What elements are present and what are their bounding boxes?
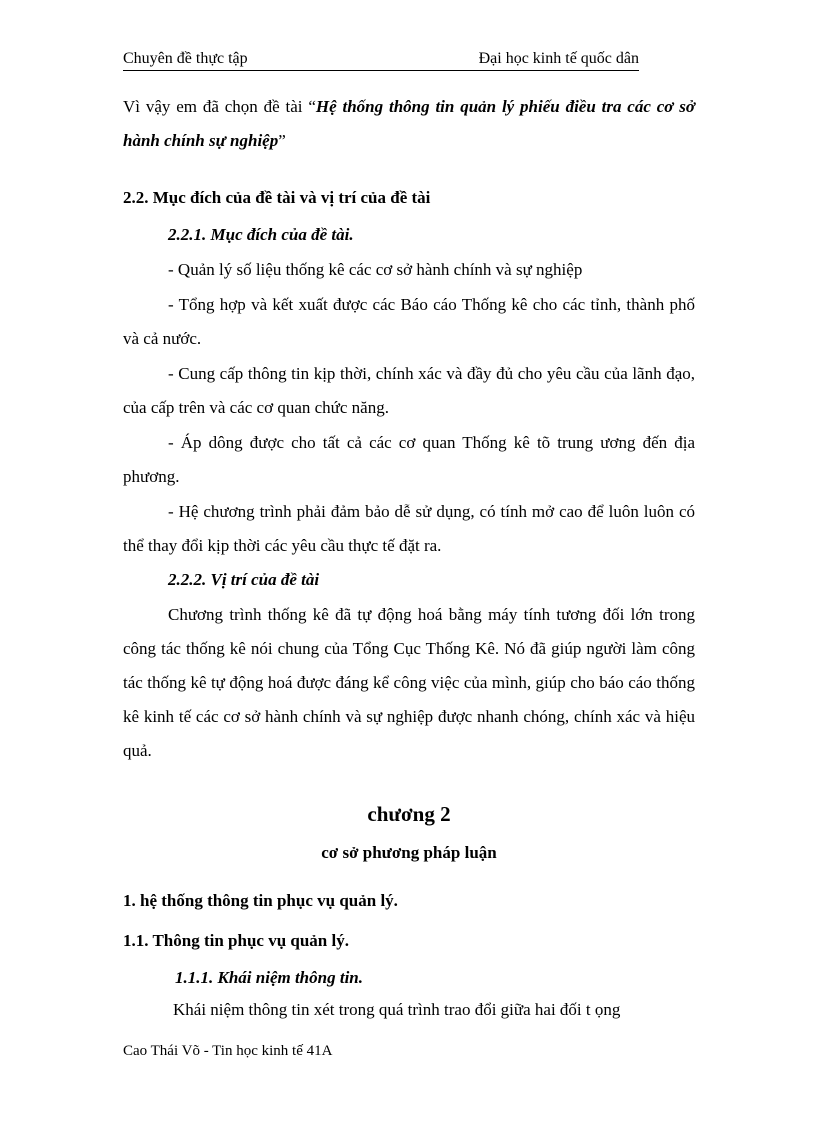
- chapter-title: chương 2: [367, 802, 451, 826]
- purpose-item-1: - Quản lý số liệu thống kê các cơ sở hành chính và sự nghiệp: [168, 260, 583, 279]
- chapter-subtitle: cơ sở phương pháp luận: [321, 843, 497, 862]
- subsection-2-2-1-heading: 2.2.1. Mục đích của đề tài.: [168, 225, 354, 244]
- subsection-2-2-2-heading: 2.2.2. Vị trí của đề tài: [168, 570, 320, 589]
- intro-paragraph: [123, 90, 695, 158]
- purpose-item-5: - Hệ chương trình phải đảm bảo dễ sử dụng, có tính mở cao để luôn luôn có thể thay đổi kịp thời các yêu cầu thực tế đặt ra.: [123, 502, 695, 555]
- intro-prefix: Vì vậy em đã chọn đề tài “: [123, 97, 316, 116]
- section-2-2-heading: 2.2. Mục đích của đề tài và vị trí của đề tài: [123, 188, 431, 207]
- subsection-1-1-heading: 1.1. Thông tin phục vụ quản lý.: [123, 931, 349, 950]
- concept-paragraph: Khái niệm thông tin xét trong quá trình trao đổi giữa hai đối t ọng: [173, 1000, 621, 1019]
- page-header: [123, 50, 639, 71]
- header-right: Đại học kinh tế quốc dân: [478, 50, 639, 67]
- header-left: Chuyên đề thực tập: [123, 50, 248, 67]
- position-paragraph: Chương trình thống kê đã tự động hoá bằng máy tính tương đối lớn trong công tác thống kê nói chung của Tổng Cục Thống Kê. Nó đã giúp người làm công tác thống kê tự động hoá được đáng kể công việc của mình, giúp cho báo cáo thống kê kinh tế các cơ sở hành chính và sự nghiệp được nhanh chóng, chính xác và hiệu quả.: [123, 605, 695, 760]
- purpose-item-4: - Áp dông được cho tất cả các cơ quan Thống kê tõ trung ương đến địa phương.: [123, 433, 695, 486]
- intro-topic: Hệ thống thông tin quản lý phiếu điều tra các cơ sở hành chính sự nghiệp: [123, 97, 695, 150]
- purpose-item-3: - Cung cấp thông tin kịp thời, chính xác và đầy đủ cho yêu cầu của lãnh đạo, của cấp trên và các cơ quan chức năng.: [123, 364, 695, 417]
- page-footer: Cao Thái Võ - Tin học kinh tế 41A: [123, 1043, 333, 1059]
- purpose-item-2: - Tổng hợp và kết xuất được các Báo cáo Thống kê cho các tỉnh, thành phố và cả nước.: [123, 295, 695, 348]
- section-1-heading: 1. hệ thống thông tin phục vụ quản lý.: [123, 891, 398, 910]
- subsection-1-1-1-heading: 1.1.1. Khái niệm thông tin.: [175, 968, 363, 987]
- intro-suffix: ”: [278, 131, 286, 150]
